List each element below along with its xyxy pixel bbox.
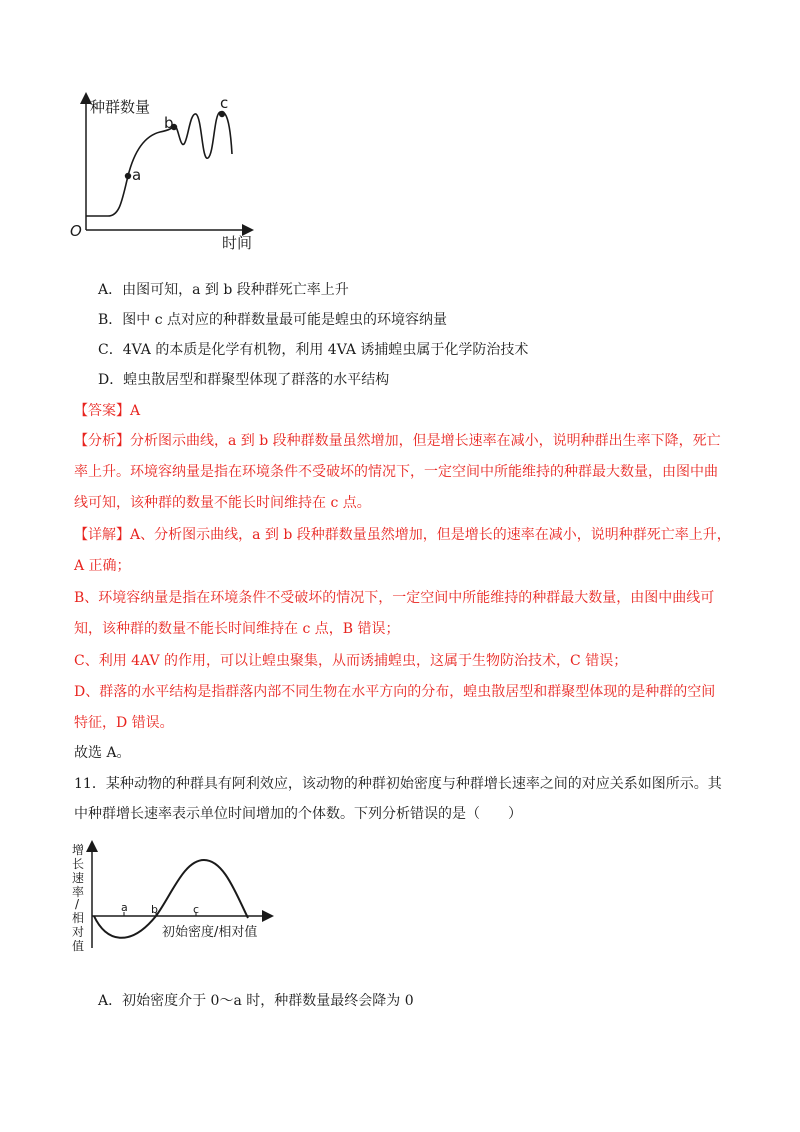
analysis-line-1: 【分析】分析图示曲线，a 到 b 段种群数量虽然增加，但是增长速率在减小，说明种群出生率下降，死亡 [74,433,721,449]
point-a-label: a [132,166,142,184]
population-curve [86,112,232,216]
point-c-label: c [193,903,200,916]
point-c-label: c [220,94,229,112]
detail-line-2: A 正确； [74,558,131,574]
point-b-label: b [164,114,174,132]
y-label-char: 长 [72,857,85,871]
y-label-char: 相 [72,911,85,925]
detail-line-5: C、利用 4AV 的作用，可以让蝗虫聚集，从而诱捕蝗虫，这属于生物防治技术，C 错误； [74,653,628,669]
point-a-label: a [121,901,128,914]
x-axis-label: 时间 [222,234,253,250]
origin-label: O [70,222,82,240]
y-label-char: 对 [72,925,85,939]
detail-line-7: 特征，D 错误。 [74,715,174,731]
growth-rate-density-graph [72,838,282,958]
q11-line-1: 11．某种动物的种群具有阿利效应，该动物的种群初始密度与种群增长速率之间的对应关系如图所示。其 [74,776,722,792]
y-axis-label: 种群数量 [90,98,151,116]
analysis-line-3: 线可知，该种群的数量不能长时间维持在 c 点。 [74,495,371,511]
y-label-char: / [75,897,80,911]
y-axis-label [72,843,84,953]
y-label-char: 率 [72,885,85,899]
detail-line-3: B、环境容纳量是指在环境条件不受破坏的情况下，一定空间中所能维持的种群最大数量，由图中曲线可 [74,590,715,606]
analysis-line-2: 率上升。环境容纳量是指在环境条件不受破坏的情况下，一定空间中所能维持的种群最大数量，由图中曲 [74,464,718,480]
y-label-char: 速 [72,871,85,885]
detail-line-4: 知，该种群的数量不能长时间维持在 c 点，B 错误； [74,621,400,637]
q10-option-a: A．由图可知，a 到 b 段种群死亡率上升 [98,282,349,298]
detail-line-1: 【详解】A、分析图示曲线，a 到 b 段种群数量虽然增加，但是增长的速率在减小，说明种群死亡率上升， [74,527,731,543]
q11-option-a: A．初始密度介于 0～a 时，种群数量最终会降为 0 [98,993,414,1009]
point-b-label: b [151,903,158,916]
q10-option-b: B．图中 c 点对应的种群数量最可能是蝗虫的环境容纳量 [98,312,448,328]
y-label-char: 增 [72,843,85,857]
conclusion-line: 故选 A。 [74,745,131,761]
point-a-marker [125,173,131,179]
y-label-char: 值 [72,939,85,953]
answer-line: 【答案】A [74,403,141,419]
population-time-graph [60,90,270,250]
detail-line-6: D、群落的水平结构是指群落内部不同生物在水平方向的分布，蝗虫散居型和群聚型体现的是种群的空间 [74,684,716,700]
q11-line-2: 中种群增长速率表示单位时间增加的个体数。下列分析错误的是（ ） [74,806,522,822]
q10-option-d: D．蝗虫散居型和群聚型体现了群落的水平结构 [98,372,390,388]
q10-option-c: C．4VA 的本质是化学有机物，利用 4VA 诱捕蝗虫属于化学防治技术 [98,342,529,358]
x-axis-label: 初始密度/相对值 [162,925,258,940]
